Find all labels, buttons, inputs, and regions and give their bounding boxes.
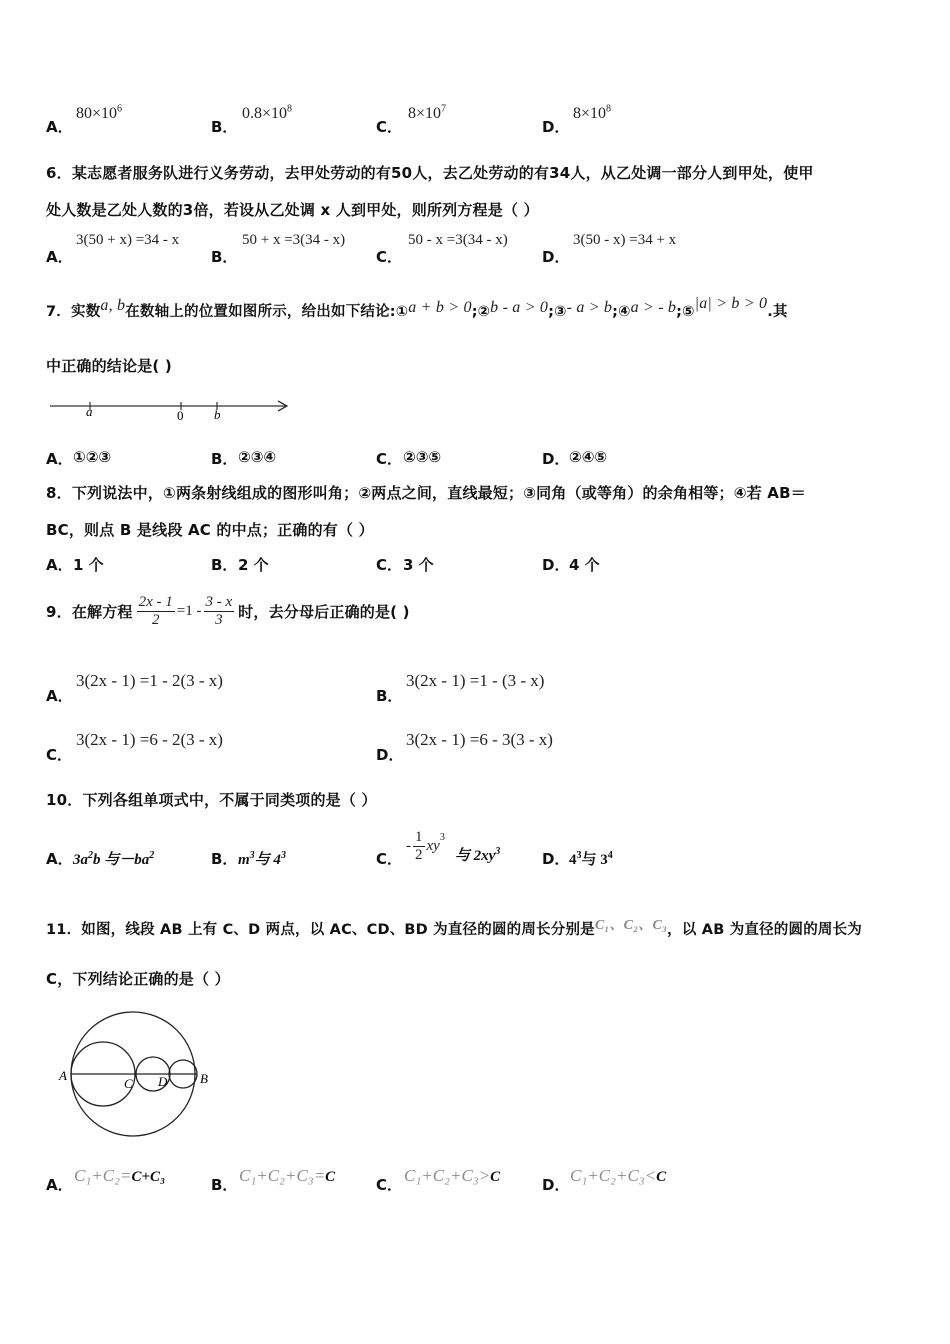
label-zero: 0	[177, 408, 184, 423]
q11-option-b-label: B．	[211, 1176, 238, 1194]
circles-figure	[56, 1008, 226, 1143]
point-b-label: B	[200, 1071, 208, 1086]
q6-option-d-math: 3(50 - x) =34 + x	[573, 232, 677, 248]
q8-option-d-text: 4 个	[569, 556, 600, 574]
q5-option-c-label: C．	[376, 118, 403, 136]
q9-option-b-math: 3(2x - 1) =1 - (3 - x)	[406, 671, 545, 690]
q7-option-a-text: ①②③	[73, 448, 112, 466]
q9-option-d-label: D．	[376, 746, 404, 764]
q6-text-line2: 处人数是乙处人数的3倍，若设从乙处调 x 人到甲处，则所列方程是（ ）	[46, 201, 539, 219]
q9-option-a-label: A．	[46, 687, 73, 705]
q11-text-line1: 11．如图，线段 AB 上有 C、D 两点，以 AC、CD、BD 为直径的圆的周长分别是C₁、C₂、C₃，以 AB 为直径的圆的周长为	[46, 918, 862, 938]
q10-option-a-text: $3a^2b$ 与$-ba^2$	[73, 850, 155, 868]
q7-option-c-label: C．	[376, 450, 403, 468]
q11-option-b-text: C₁+C₂+C₃=C	[239, 1166, 336, 1185]
q11-option-c-label: C．	[376, 1176, 403, 1194]
q10-option-c-label: C．	[376, 850, 403, 868]
q10-text: 10．下列各组单项式中，不属于同类项的是（ ）	[46, 791, 377, 809]
q5-option-a-math: $80\times 10^6$	[76, 103, 123, 122]
point-a-label: A	[59, 1068, 67, 1083]
q8-option-d-label: D．	[542, 556, 570, 574]
q6-option-a-math: 3(50 + x) =34 - x	[76, 232, 180, 248]
q7-option-b-text: ②③④	[238, 448, 277, 466]
q9-option-d-math: 3(2x - 1) =6 - 3(3 - x)	[406, 730, 553, 749]
q9-option-c-label: C．	[46, 746, 73, 764]
q9-fraction-2: $\frac{3 - x}{3}$	[205, 593, 233, 628]
number-line-figure	[46, 392, 296, 426]
q8-option-a-label: A．	[46, 556, 73, 574]
q7-text-line1: 7．实数a, b在数轴上的位置如图所示，给出如下结论:①a + b > 0;②b - a > 0;③- a > b;④a > - b;⑤|a| > b > 0.其	[46, 295, 788, 320]
q5-option-a-label: A．	[46, 118, 73, 136]
q8-text-line1: 8．下列说法中，①两条射线组成的图形叫角；②两点之间，直线最短；③同角（或等角）的余角相等；④若 AB＝	[46, 484, 806, 502]
q5-option-b-label: B．	[211, 118, 238, 136]
q11-option-d-text: C₁+C₂+C₃<C	[570, 1166, 667, 1185]
q9-option-b-label: B．	[376, 687, 403, 705]
point-c-label: C	[124, 1076, 133, 1091]
q8-option-b-label: B．	[211, 556, 238, 574]
q10-option-b-label: B．	[211, 850, 238, 868]
q6-option-c-math: 50 - x =3(34 - x)	[408, 232, 508, 248]
q8-text-line2: BC，则点 B 是线段 AC 的中点；正确的有（ ）	[46, 521, 374, 539]
q8-option-b-text: 2 个	[238, 556, 269, 574]
q7-text-line2: 中正确的结论是( )	[46, 357, 172, 375]
q11-option-a-text: C₁+C₂=C+C₃	[74, 1166, 166, 1185]
label-a: a	[86, 404, 93, 419]
q11-option-c-text: C₁+C₂+C₃>C	[404, 1166, 501, 1185]
q11-option-a-label: A．	[46, 1176, 73, 1194]
q10-option-a-label: A．	[46, 850, 73, 868]
q6-option-b-math: 50 + x =3(34 - x)	[242, 232, 346, 248]
q10-option-c-text: - $\frac{1}{2}$ xy $^3$ 与 $2xy^3$	[406, 828, 501, 864]
q6-option-d-label: D．	[542, 248, 570, 266]
q7-option-d-label: D．	[542, 450, 570, 468]
q6-option-a-label: A．	[46, 248, 73, 266]
q10-option-b-text: $m^3$与 $4^3$	[238, 850, 286, 868]
q10-option-d-text: $4^3$与 $3^4$	[569, 850, 613, 868]
q9-fraction-1: $\frac{2x - 1}{2}$	[138, 593, 173, 628]
q8-option-c-label: C．	[376, 556, 403, 574]
q7-option-c-text: ②③⑤	[403, 448, 442, 466]
q9-text: 9．在解方程 $\frac{2x - 1}{2}$ =1 - $\frac{3 - x}{3}$ 时，去分母后正确的是( )	[46, 593, 410, 628]
q7-option-b-label: B．	[211, 450, 238, 468]
q9-option-c-math: 3(2x - 1) =6 - 2(3 - x)	[76, 730, 223, 749]
q6-option-b-label: B．	[211, 248, 238, 266]
q5-option-d-math: $8\times 10^8$	[573, 103, 612, 122]
q6-option-c-label: C．	[376, 248, 403, 266]
q7-option-a-label: A．	[46, 450, 73, 468]
q8-option-c-text: 3 个	[403, 556, 434, 574]
q8-option-a-text: 1 个	[73, 556, 104, 574]
q5-option-d-label: D．	[542, 118, 570, 136]
q7-option-d-text: ②④⑤	[569, 448, 608, 466]
q11-option-d-label: D．	[542, 1176, 570, 1194]
q5-option-c-math: $8\times 10^7$	[408, 103, 447, 122]
label-b: b	[214, 407, 221, 422]
point-d-label: D	[158, 1074, 168, 1089]
q5-option-b-math: $0.8\times 10^8$	[242, 103, 293, 122]
q11-text-line2: C，下列结论正确的是（ ）	[46, 970, 230, 988]
q10-option-d-label: D．	[542, 850, 570, 868]
q6-text-line1: 6．某志愿者服务队进行义务劳动，去甲处劳动的有50人，去乙处劳动的有34人，从乙处调一部分人到甲处，使甲	[46, 164, 814, 182]
q9-option-a-math: 3(2x - 1) =1 - 2(3 - x)	[76, 671, 223, 690]
